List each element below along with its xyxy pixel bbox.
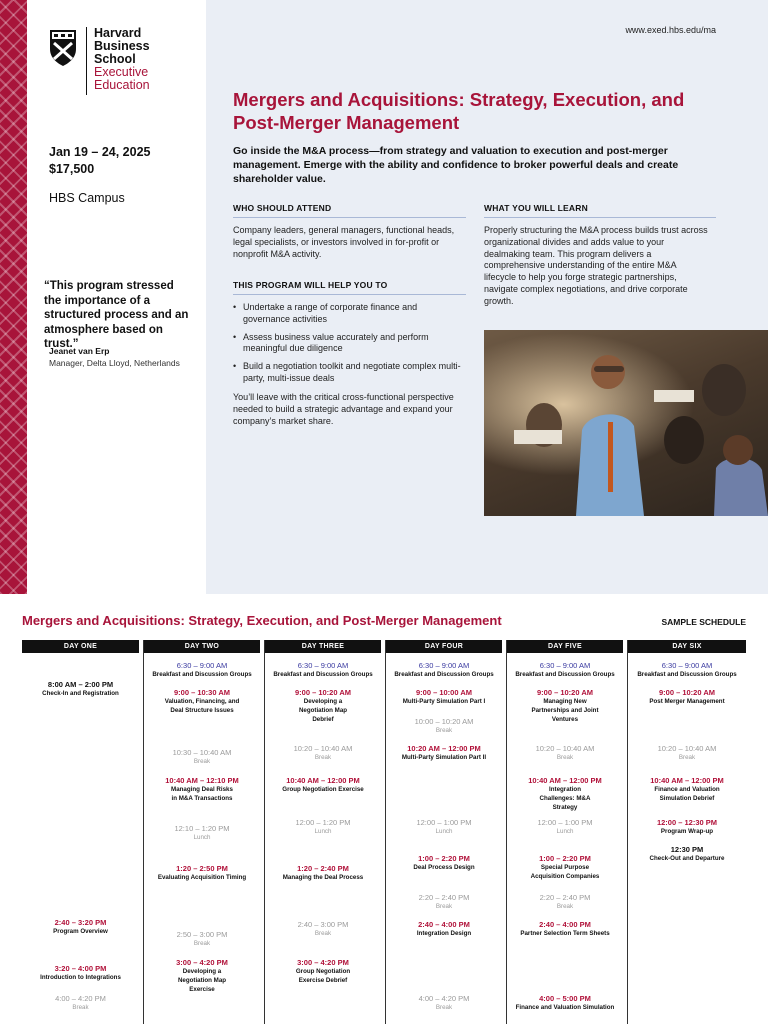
- schedule-event: 12:00 – 1:00 PM Lunch: [416, 818, 472, 835]
- decorative-pattern-strip: [0, 0, 27, 594]
- schedule-event: 10:40 AM – 12:00 PM Finance and Valuation Simulation Debrief: [650, 776, 724, 802]
- schedule-event: 9:00 – 10:20 AM Developing a Negotiation Map Debrief: [294, 688, 351, 723]
- schedule-event: 10:20 AM – 12:00 PM Multi-Party Simulation Part II: [401, 744, 487, 761]
- schedule-event: 9:00 – 10:20 AM Post Merger Management: [649, 688, 725, 705]
- day-header: DAY ONE: [22, 640, 139, 653]
- schedule-title: Mergers and Acquisitions: Strategy, Execution, and Post-Merger Management: [22, 613, 502, 628]
- schedule-event: 4:00 – 4:20 PM Break: [418, 994, 470, 1011]
- day-header: DAY FIVE: [507, 640, 623, 653]
- schedule-event: 10:40 AM – 12:10 PM Managing Deal Risks in M&A Transactions: [165, 776, 239, 802]
- help-closing: You’ll leave with the critical cross-functional perspective needed to build a strategic advantage and expand your company’s market share.: [233, 392, 454, 426]
- schedule-event: 10:20 – 10:40 AM Break: [657, 744, 717, 761]
- schedule-event: 1:00 – 2:20 PM Deal Process Design: [413, 854, 475, 871]
- lead-paragraph: Go inside the M&A process—from strategy and valuation to execution and post-merger management. Emerge with the ability and confidence to broker powerful deals and create shareholder value.: [233, 145, 679, 185]
- program-url[interactable]: www.exed.hbs.edu/ma: [625, 25, 716, 35]
- schedule-event: 9:00 – 10:30 AM Valuation, Financing, and Deal Structure Issues: [164, 688, 240, 714]
- schedule-event: 12:10 – 1:20 PM Lunch: [174, 824, 230, 841]
- schedule-event: 6:30 – 9:00 AM Breakfast and Discussion Groups: [152, 661, 252, 678]
- who-heading: WHO SHOULD ATTEND: [233, 203, 466, 218]
- logo-divider: [86, 27, 87, 95]
- page-title: Mergers and Acquisitions: Strategy, Execution, and Post-Merger Management: [233, 89, 685, 133]
- schedule-event: 1:20 – 2:50 PM Evaluating Acquisition Timing: [157, 864, 247, 881]
- schedule-event: 2:40 – 3:20 PM Program Overview: [53, 918, 108, 935]
- logo-wordmark: Harvard Business School Executive Education: [94, 26, 150, 92]
- who-text: Company leaders, general managers, functional heads, legal specialists, or investors involved in for-profit or nonprofit M&A activity.: [233, 225, 455, 259]
- day-header: DAY THREE: [265, 640, 381, 653]
- schedule-event: 12:00 – 1:00 PM Lunch: [537, 818, 593, 835]
- day-column-two: [143, 640, 260, 1024]
- program-price: $17,500: [49, 162, 95, 176]
- schedule-event: 9:00 – 10:20 AM Managing New Partnerships and Joint Ventures: [531, 688, 599, 723]
- schedule-event: 2:40 – 3:00 PM Break: [297, 920, 349, 937]
- list-item: • Undertake a range of corporate finance and governance activities: [233, 302, 465, 326]
- schedule-event: 3:00 – 4:20 PM Developing a Negotiation Map Exercise: [176, 958, 228, 993]
- schedule-event: 6:30 – 9:00 AM Breakfast and Discussion Groups: [637, 661, 737, 678]
- schedule-event: 12:00 – 1:20 PM Lunch: [295, 818, 351, 835]
- day-header: DAY SIX: [628, 640, 746, 653]
- schedule-label: SAMPLE SCHEDULE: [661, 617, 746, 627]
- schedule-event: 6:30 – 9:00 AM Breakfast and Discussion Groups: [394, 661, 494, 678]
- schedule-event: 3:20 – 4:00 PM Introduction to Integrations: [40, 964, 121, 981]
- day-column-three: [264, 640, 381, 1024]
- learn-heading: WHAT YOU WILL LEARN: [484, 203, 716, 218]
- schedule-event: 6:30 – 9:00 AM Breakfast and Discussion Groups: [515, 661, 615, 678]
- testimonial-author: Jeanet van Erp: [49, 346, 110, 356]
- schedule-event: 10:30 – 10:40 AM Break: [172, 748, 232, 765]
- day-header: DAY TWO: [144, 640, 260, 653]
- schedule-event: 9:00 – 10:00 AM Multi-Party Simulation Part I: [402, 688, 486, 705]
- program-dates: Jan 19 – 24, 2025: [49, 145, 151, 159]
- schedule-event: 4:00 – 5:00 PM Finance and Valuation Simulation: [515, 994, 615, 1011]
- schedule-event: 2:50 – 3:00 PM Break: [176, 930, 228, 947]
- harvard-shield-icon: [49, 29, 77, 67]
- hbs-logo: [49, 27, 150, 95]
- schedule-event: 6:30 – 9:00 AM Breakfast and Discussion Groups: [273, 661, 373, 678]
- list-item: • Build a negotiation toolkit and negotiate complex multi-party, multi-issue deals: [233, 361, 465, 385]
- day-column-one: [22, 640, 139, 1024]
- testimonial-quote: “This program stressed the importance of a structured process and an atmosphere based on trust.”: [44, 280, 189, 350]
- day-header: DAY FOUR: [386, 640, 502, 653]
- schedule-event: 12:00 – 12:30 PM Program Wrap-up: [656, 818, 718, 835]
- schedule-event: 3:00 – 4:20 PM Group Negotiation Exercise Debrief: [295, 958, 351, 984]
- classroom-photo-illustration: [484, 330, 768, 516]
- program-dates-price: [49, 144, 150, 178]
- list-item: • Assess business value accurately and perform meaningful due diligence: [233, 332, 465, 356]
- help-heading: THIS PROGRAM WILL HELP YOU TO: [233, 280, 466, 295]
- testimonial-role: Manager, Delta Lloyd, Netherlands: [49, 358, 180, 368]
- schedule-event: 10:40 AM – 12:00 PM Group Negotiation Exercise: [282, 776, 364, 793]
- schedule-event: 2:40 – 4:00 PM Partner Selection Term Sheets: [520, 920, 610, 937]
- help-bullet-list: [233, 302, 465, 391]
- classroom-photo: [484, 330, 768, 516]
- program-location: HBS Campus: [49, 191, 125, 205]
- schedule-event: 1:00 – 2:20 PM Special Purpose Acquisition Companies: [530, 854, 600, 880]
- learn-text: Properly structuring the M&A process builds trust across organizational divides and adds value to your dealmaking team. This program delivers a comprehensive understanding of the entire M&A lifecycle to help you forge strategic partnerships, navigate complex negotiations, and drive corporate growth.: [484, 225, 708, 306]
- day-column-six: [627, 640, 746, 1024]
- schedule-event: 1:20 – 2:40 PM Managing the Deal Process: [282, 864, 364, 881]
- schedule-event: 4:00 – 4:20 PM Break: [55, 994, 106, 1011]
- schedule-event: 2:40 – 4:00 PM Integration Design: [416, 920, 472, 937]
- day-column-five: [506, 640, 623, 1024]
- schedule-event: 2:20 – 2:40 PM Break: [418, 893, 470, 910]
- schedule-event: 10:20 – 10:40 AM Break: [535, 744, 595, 761]
- schedule-event: 10:40 AM – 12:00 PM Integration Challenges: M&A Strategy: [528, 776, 602, 811]
- schedule-event: 12:30 PM Check-Out and Departure: [649, 845, 725, 862]
- day-column-four: [385, 640, 502, 1024]
- schedule-event: 10:00 – 10:20 AM Break: [414, 717, 474, 734]
- schedule-event: 8:00 AM – 2:00 PM Check-In and Registration: [42, 680, 119, 697]
- schedule-event: 2:20 – 2:40 PM Break: [539, 893, 591, 910]
- schedule-event: 10:20 – 10:40 AM Break: [293, 744, 353, 761]
